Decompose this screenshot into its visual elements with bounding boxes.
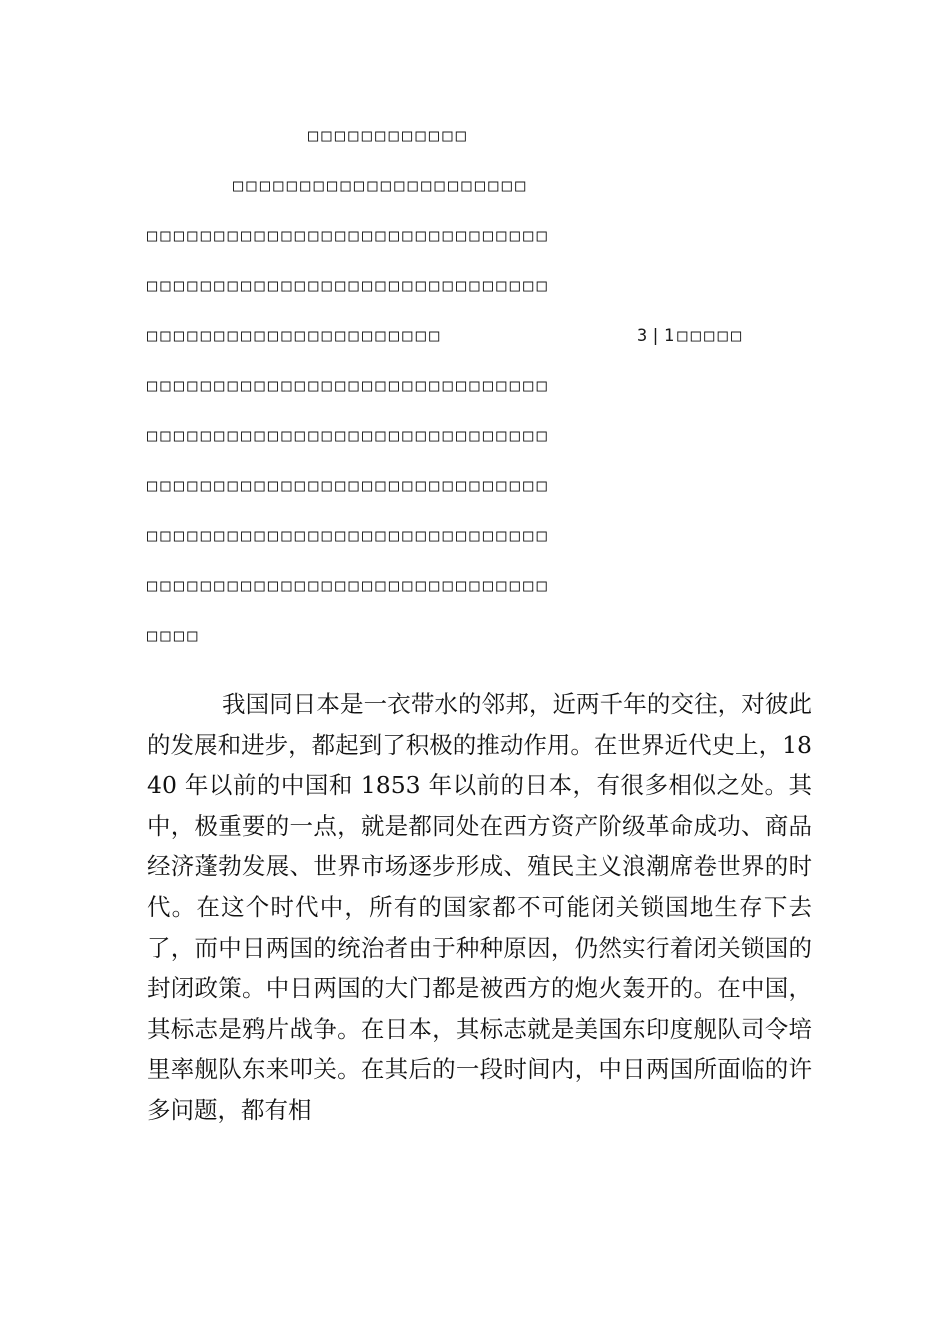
garbled-line-7: □□□□□□□□□□□□□□□□□□□□□□□□□□□□□□ xyxy=(147,476,551,496)
garbled-title: □□□□□□□□□□□□ xyxy=(308,126,470,146)
garbled-line-1: □□□□□□□□□□□□□□□□□□□□□□ xyxy=(233,176,529,196)
garbled-side-note: 3|1□□□□□ xyxy=(637,326,745,346)
garbled-line-9: □□□□□□□□□□□□□□□□□□□□□□□□□□□□□□ xyxy=(147,576,551,596)
garbled-line-3: □□□□□□□□□□□□□□□□□□□□□□□□□□□□□□ xyxy=(147,276,551,296)
garbled-line-2: □□□□□□□□□□□□□□□□□□□□□□□□□□□□□□ xyxy=(147,226,551,246)
garbled-line-4: □□□□□□□□□□□□□□□□□□□□□□ xyxy=(147,326,443,346)
garbled-line-8: □□□□□□□□□□□□□□□□□□□□□□□□□□□□□□ xyxy=(147,526,551,546)
garbled-line-5: □□□□□□□□□□□□□□□□□□□□□□□□□□□□□□ xyxy=(147,376,551,396)
body-paragraph: 我国同日本是一衣带水的邻邦，近两千年的交往，对彼此的发展和进步，都起到了积极的推动作用。在世界近代史上，1840 年以前的中国和 1853 年以前的日本，有很多相似之处。其中，极重要的一点，就是都同处在西方资产阶级革命成功、商品经济蓬勃发展、世界市场逐步形成、殖民主义浪潮席卷世界的时代。在这个时代中，所有的国家都不可能闭关锁国地生存下去了，而中日两国的统治者由于种种原因，仍然实行着闭关锁国的封闭政策。中日两国的大门都是被西方的炮火轰开的。在中国，其标志是鸦片战争。在日本，其标志就是美国东印度舰队司令培里率舰队东来叩关。在其后的一段时间内，中日两国所面临的许多问题，都有相 xyxy=(147,690,812,1124)
garbled-line-6: □□□□□□□□□□□□□□□□□□□□□□□□□□□□□□ xyxy=(147,426,551,446)
garbled-line-10: □□□□ xyxy=(147,626,201,646)
